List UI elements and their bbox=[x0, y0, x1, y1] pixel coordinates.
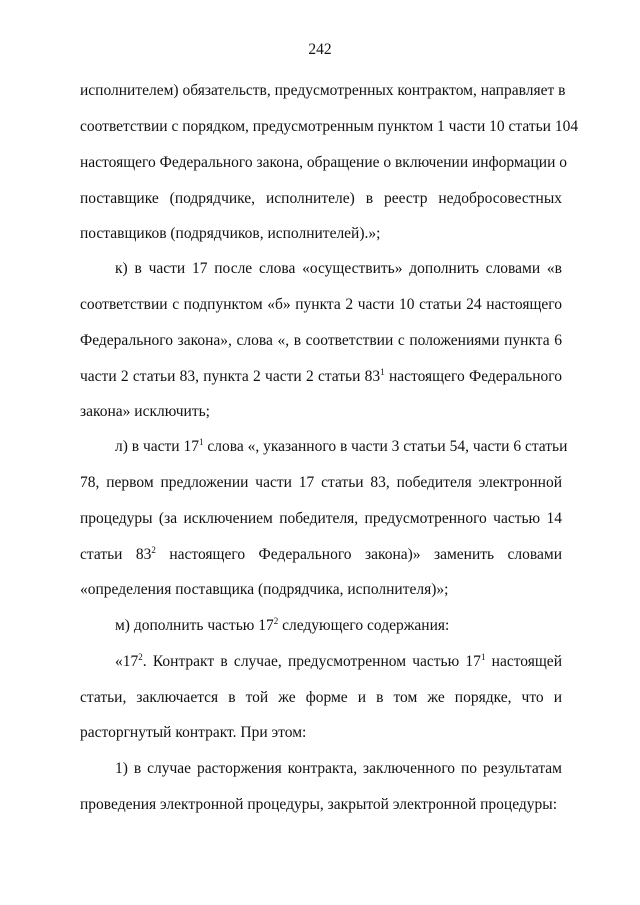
superscript: 1 bbox=[480, 652, 486, 662]
text-line: проведения электронной процедуры, закрытой электронной процедуры: bbox=[80, 796, 558, 813]
text-line: поставщиков (подрядчиков, исполнителей).»; bbox=[80, 225, 381, 242]
page-number: 242 bbox=[308, 41, 332, 58]
text-line: настоящего Федерального закона, обращение о включении информации о bbox=[80, 154, 567, 171]
text-line: статьи $83^2$ настоящего Федерального закона)» заменить словами bbox=[80, 545, 563, 563]
text-line: соответствии с подпунктом «б» пункта 2 части 10 статьи 24 настоящего bbox=[80, 296, 562, 313]
text-line: 1) в случае расторжения контракта, заключенного по результатам bbox=[115, 760, 562, 777]
text-line: «$17^2$. Контракт в случае, предусмотренном частью $17^1$ настоящей bbox=[115, 652, 562, 670]
text-line: соответствии с порядком, предусмотренным пунктом 1 части 10 статьи 104 bbox=[80, 118, 579, 135]
text-line: исполнителем) обязательств, предусмотренных контрактом, направляет в bbox=[80, 82, 566, 99]
text-line: поставщике (подрядчике, исполнителе) в реестр недобросовестных bbox=[80, 190, 562, 207]
text-line: 78, первом предложении части 17 статьи 83, победителя электронной bbox=[80, 474, 562, 491]
text-line: к) в части 17 после слова «осуществить» дополнить словами «в bbox=[115, 260, 562, 277]
superscript: 2 bbox=[151, 545, 156, 555]
text-line: л) в части $17^1$ слова «, указанного в части 3 статьи 54, части 6 статьи bbox=[115, 437, 568, 455]
text-line: процедуры (за исключением победителя, предусмотренного частью 14 bbox=[80, 510, 562, 527]
text-line: Федерального закона», слова «, в соответствии с положениями пункта 6 bbox=[80, 332, 562, 349]
text-line: части 2 статьи 83, пункта 2 части 2 статьи $83^1$ настоящего Федерального bbox=[80, 367, 562, 385]
text-line: м) дополнить частью $17^2$ следующего содержания: bbox=[115, 616, 450, 634]
text-line: расторгнутый контракт. При этом: bbox=[80, 724, 307, 741]
superscript: 1 bbox=[198, 437, 204, 447]
text-line: «определения поставщика (подрядчика, исполнителя)»; bbox=[80, 581, 449, 598]
text-line: закона» исключить; bbox=[80, 403, 210, 420]
superscript: 2 bbox=[273, 616, 279, 626]
superscript: 1 bbox=[380, 367, 385, 377]
superscript: 2 bbox=[138, 652, 143, 662]
text-line: статьи, заключается в той же форме и в том же порядке, что и bbox=[80, 689, 562, 706]
